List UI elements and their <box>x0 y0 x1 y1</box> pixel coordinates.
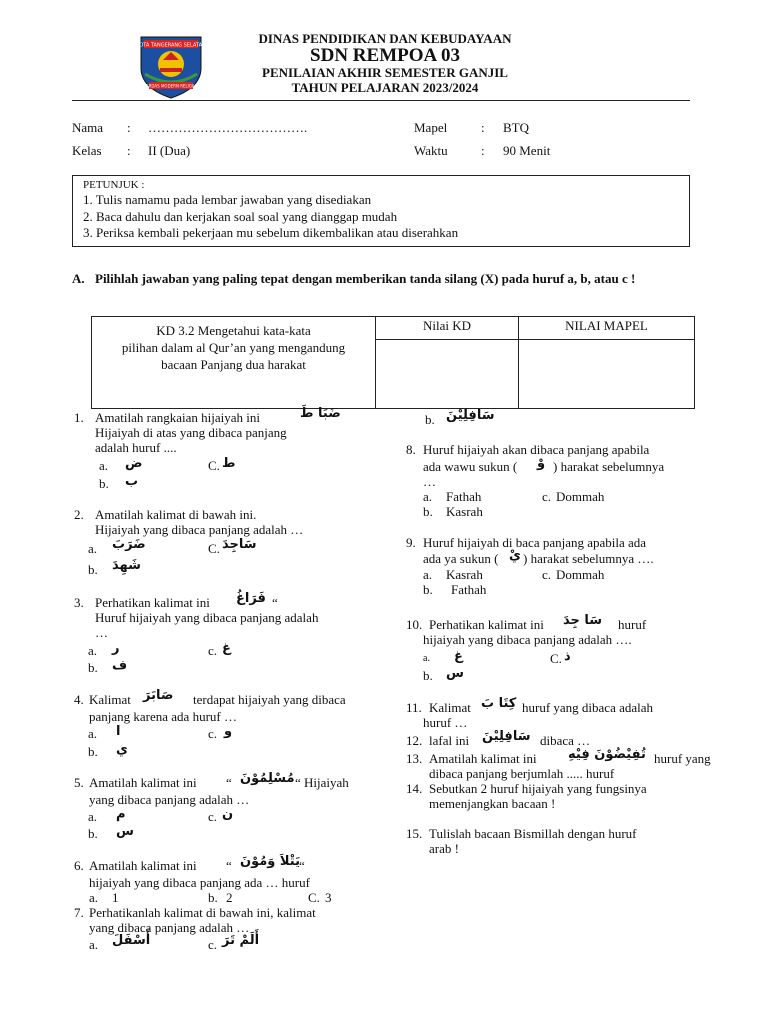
instructions-box <box>72 175 690 247</box>
question-text: hijaiyah yang dibaca panjang ada … huruf <box>89 875 310 890</box>
option-label[interactable]: b. <box>425 412 435 427</box>
arabic-text: فَرَاغُ <box>236 591 266 606</box>
nilai-mapel-field[interactable] <box>519 340 695 409</box>
question-text: Perhatikanlah kalimat di bawah ini, kalimat <box>89 905 316 920</box>
arabic-text: يَتْلاَ وَمُوْنَ <box>240 854 300 869</box>
option-a[interactable]: ر <box>112 641 120 656</box>
option-label[interactable]: a. <box>88 643 98 658</box>
colon: : <box>481 143 485 158</box>
option-a[interactable]: غ <box>454 649 463 664</box>
option-a[interactable]: ض <box>125 456 143 471</box>
question-text: yang dibaca panjang adalah … <box>89 920 250 935</box>
svg-text:KOTA TANGERANG SELATAN: KOTA TANGERANG SELATAN <box>136 42 206 49</box>
option-a[interactable]: ا <box>116 724 121 739</box>
section-label: A. <box>72 271 85 286</box>
nilai-mapel-header: NILAI MAPEL <box>519 317 695 340</box>
option-label[interactable]: a. <box>423 489 433 504</box>
option-label[interactable]: a. <box>89 937 99 952</box>
option-label[interactable]: b. <box>423 504 433 519</box>
option-label[interactable]: a. <box>423 567 433 582</box>
question-text: Kalimat <box>429 700 471 715</box>
option-label[interactable]: a. <box>89 890 99 905</box>
question-text: Hijaiyah di atas yang dibaca panjang <box>95 425 287 440</box>
kd-line: KD 3.2 Mengetahui kata-kata <box>156 323 311 338</box>
instruction-item: 3. Periksa kembali pekerjaan mu sebelum dikembalikan atau diserahkan <box>83 225 459 240</box>
option-label[interactable]: b. <box>88 744 98 759</box>
option-label[interactable]: C. <box>308 890 320 905</box>
question-number: 1. <box>74 410 84 425</box>
question-text: … <box>95 625 108 640</box>
waktu-value: 90 Menit <box>503 143 551 158</box>
option-label[interactable]: b. <box>88 660 98 675</box>
question-text: Huruf hijaiyah di baca panjang apabila ada <box>423 535 647 550</box>
option-b[interactable]: ف <box>112 658 128 673</box>
option-b[interactable]: ب <box>125 474 139 489</box>
mapel-value: BTQ <box>503 120 529 135</box>
mapel-label: Mapel <box>414 120 448 135</box>
header-divider <box>72 100 690 101</box>
colon: : <box>127 120 131 135</box>
option-label[interactable]: c. <box>208 643 218 658</box>
question-text: huruf <box>618 617 647 632</box>
question-text: yang dibaca panjang adalah … <box>89 792 250 807</box>
question-text: ada wawu sukun ( <box>423 459 518 474</box>
question-text: ) harakat sebelumnya <box>553 459 665 474</box>
option-label[interactable]: C. <box>208 541 220 556</box>
question-text: huruf yang dibaca adalah <box>522 700 654 715</box>
option-c[interactable]: غ <box>222 641 231 656</box>
option-c[interactable]: ن <box>222 807 234 822</box>
option-label[interactable]: C. <box>208 458 220 473</box>
quote-mark: “ <box>299 858 305 873</box>
option-b[interactable]: س <box>446 666 464 681</box>
option-label[interactable]: a. <box>88 809 98 824</box>
question-text: Amatilah kalimat ini <box>89 858 197 873</box>
option-a[interactable]: أَسْفَلَ <box>112 933 151 948</box>
question-text: Huruf hijaiyah akan dibaca panjang apabila <box>423 442 650 457</box>
question-number: 5. <box>74 775 84 790</box>
option-label[interactable]: b. <box>88 826 98 841</box>
question-text: terdapat hijaiyah yang dibaca <box>193 692 346 707</box>
option-b[interactable]: Kasrah <box>446 504 483 519</box>
option-label[interactable]: c. <box>542 567 552 582</box>
option-label[interactable]: b. <box>423 582 433 597</box>
question-text: … <box>423 474 436 489</box>
option-b[interactable]: Fathah <box>451 582 487 597</box>
question-number: 2. <box>74 507 84 522</box>
option-b[interactable]: 2 <box>226 890 233 905</box>
school-logo <box>133 34 209 100</box>
option-a[interactable]: ضَرَبَ <box>112 537 146 552</box>
option-label[interactable]: c. <box>208 937 218 952</box>
question-text: ) harakat sebelumnya …. <box>523 551 654 566</box>
question-number: 11. <box>406 700 422 715</box>
question-text: Tulislah bacaan Bismillah dengan huruf <box>429 826 637 841</box>
question-text: Amatilah kalimat ini <box>89 775 197 790</box>
question-text: dibaca … <box>540 733 591 748</box>
option-label[interactable]: b. <box>99 476 109 491</box>
question-text: Amatilah kalimat di bawah ini. <box>95 507 257 522</box>
option-label[interactable]: b. <box>423 668 433 683</box>
question-number: 10. <box>406 617 423 632</box>
option-c[interactable]: ط <box>222 456 236 471</box>
section-a-instruction <box>72 270 696 287</box>
arabic-text: مُسْلِمُوْنَ <box>240 771 295 786</box>
question-text: Hijaiyah yang dibaca panjang adalah … <box>95 522 304 537</box>
school-name: SDN REMPOA 03 <box>310 45 460 66</box>
quote-mark: “ <box>226 775 232 790</box>
question-text: dibaca panjang berjumlah ..... huruf <box>429 766 615 781</box>
question-number: 9. <box>406 535 416 550</box>
question-text: panjang karena ada huruf … <box>89 709 237 724</box>
option-c[interactable]: أَلَمْ تَرَ <box>222 933 260 948</box>
option-c[interactable]: Dommah <box>556 489 605 504</box>
quote-mark: “ <box>272 595 278 610</box>
colon: : <box>127 143 131 158</box>
section-text: Pilihlah jawaban yang paling tepat dengan memberikan tanda silang (X) pada huruf a, b, atau c ! <box>95 271 636 286</box>
option-a[interactable]: Fathah <box>446 489 482 504</box>
option-label[interactable]: a. <box>423 653 430 664</box>
waktu-label: Waktu <box>414 143 448 158</box>
question-number: 7. <box>74 905 84 920</box>
option-label[interactable]: c. <box>542 489 552 504</box>
arabic-text: صَابَرَ <box>143 688 174 703</box>
option-c[interactable]: و <box>224 724 233 739</box>
option-c[interactable]: Dommah <box>556 567 605 582</box>
arabic-text: وْ <box>537 456 546 471</box>
arabic-text: سَافِلِيْنَ <box>482 729 531 744</box>
question-number: 3. <box>74 595 84 610</box>
arabic-text: سَا جِدَ <box>563 613 603 628</box>
quote-mark: “ <box>226 858 232 873</box>
kd-description-cell <box>92 317 376 409</box>
option-a[interactable]: م <box>116 807 126 822</box>
question-number: 15. <box>406 826 423 841</box>
arabic-text: ضَبَا طَ <box>300 406 341 421</box>
kd-line: pilihan dalam al Qur’an yang mengandung <box>121 340 346 355</box>
question-number: 12. <box>406 733 423 748</box>
option-c[interactable]: 3 <box>325 890 332 905</box>
option-label[interactable]: b. <box>88 562 98 577</box>
question-text: Amatilah kalimat ini <box>429 751 537 766</box>
option-label[interactable]: C. <box>550 651 562 666</box>
question-text: memenjangkan bacaan ! <box>429 796 556 811</box>
option-a[interactable]: 1 <box>112 890 119 905</box>
svg-text:CERDAS MODERN RELIGIUS: CERDAS MODERN RELIGIUS <box>143 83 199 89</box>
question-text: Amatilah rangkaian hijaiyah ini <box>95 410 260 425</box>
option-b[interactable]: س <box>116 824 134 839</box>
question-text: arab ! <box>429 841 459 856</box>
question-text: “ Hijaiyah <box>295 775 349 790</box>
instruction-item: 1. Tulis namamu pada lembar jawaban yang disediakan <box>83 192 372 207</box>
arabic-text: تُفِيْضُوْنَ فِيْهِ <box>568 747 646 762</box>
question-text: Perhatikan kalimat ini <box>429 617 544 632</box>
option-label[interactable]: a. <box>88 541 98 556</box>
question-text: Sebutkan 2 huruf hijaiyah yang fungsinya <box>429 781 647 796</box>
option-label[interactable]: a. <box>88 726 98 741</box>
question-text: adalah huruf .... <box>95 440 177 455</box>
option-label[interactable]: b. <box>208 890 218 905</box>
agency-title: DINAS PENDIDIKAN DAN KEBUDAYAAN <box>258 31 512 46</box>
option-b[interactable]: سَافِلِيْنَ <box>446 408 495 423</box>
option-label[interactable]: a. <box>99 458 109 473</box>
kd-line: bacaan Panjang dua harakat <box>161 357 306 372</box>
nama-field[interactable]: ………………………………. <box>148 120 308 135</box>
question-text: hijaiyah yang dibaca panjang adalah …. <box>423 632 632 647</box>
option-c[interactable]: سَاجِدَ <box>222 537 257 552</box>
arabic-text: كِتَا بَ <box>481 696 517 711</box>
question-text: Huruf hijaiyah yang dibaca panjang adalah <box>95 610 319 625</box>
arabic-text: يْ <box>509 548 521 563</box>
colon: : <box>481 120 485 135</box>
option-c[interactable]: ذ <box>564 649 571 664</box>
kelas-label: Kelas <box>72 143 102 158</box>
question-text: lafal ini <box>429 733 470 748</box>
option-label[interactable]: c. <box>208 809 218 824</box>
question-text: huruf yang <box>654 751 711 766</box>
question-text: huruf … <box>423 715 468 730</box>
instruction-item: 2. Baca dahulu dan kerjakan soal soal yang dianggap mudah <box>83 208 398 224</box>
option-b[interactable]: شَهِدَ <box>112 558 141 573</box>
option-a[interactable]: Kasrah <box>446 567 483 582</box>
option-label[interactable]: c. <box>208 726 218 741</box>
question-number: 13. <box>406 751 423 766</box>
academic-year: TAHUN PELAJARAN 2023/2024 <box>291 80 479 95</box>
question-text: Perhatikan kalimat ini <box>95 595 210 610</box>
nama-label: Nama <box>72 120 104 135</box>
question-number: 6. <box>74 858 84 873</box>
question-number: 4. <box>74 692 84 707</box>
question-number: 8. <box>406 442 416 457</box>
exam-title: PENILAIAN AKHIR SEMESTER GANJIL <box>262 65 508 80</box>
instructions-title: PETUNJUK : <box>83 179 145 191</box>
question-text: Kalimat <box>89 692 131 707</box>
kelas-value: II (Dua) <box>148 143 191 158</box>
question-text: ada ya sukun ( <box>423 551 499 566</box>
question-number: 14. <box>406 781 423 796</box>
kd-score-table <box>91 316 695 409</box>
nilai-kd-field[interactable] <box>376 340 519 409</box>
nilai-kd-header: Nilai KD <box>376 317 519 340</box>
option-b[interactable]: ي <box>116 742 128 757</box>
